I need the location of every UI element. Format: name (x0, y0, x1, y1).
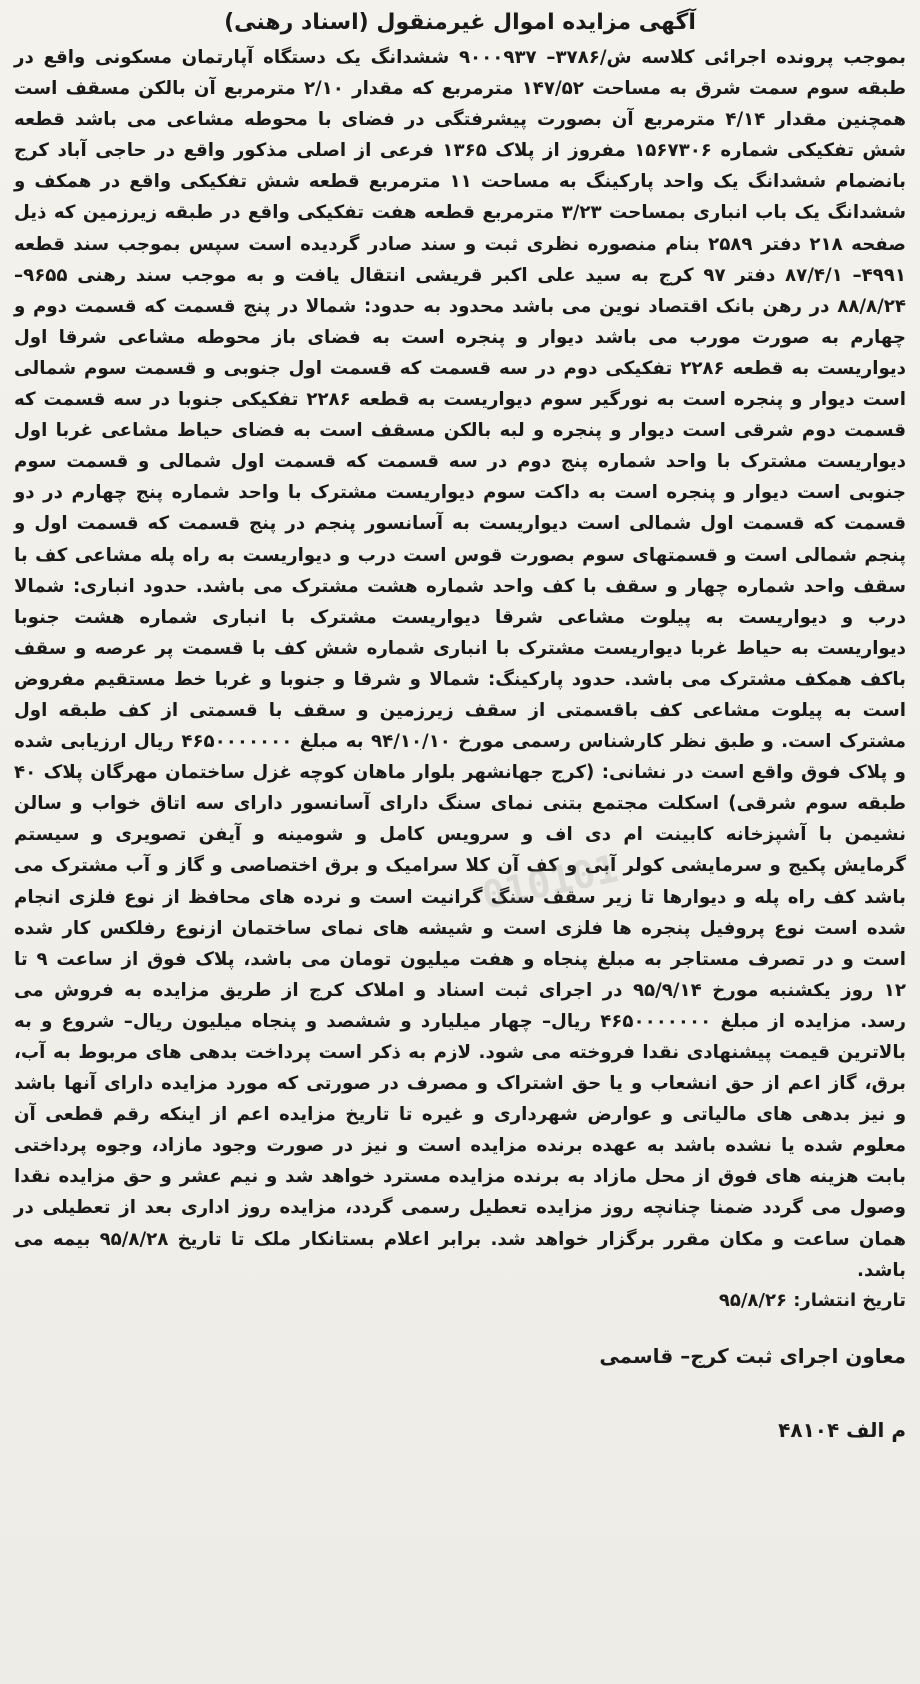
reference-code: م الف ۴۸۱۰۴ (778, 1417, 906, 1442)
notice-title: آگهی مزایده اموال غیرمنقول (اسناد رهنی) (224, 10, 696, 35)
publication-date: تاریخ انتشار: ۹۵/۸/۲۶ (718, 1289, 906, 1311)
signature: معاون اجرای ثبت کرج– قاسمی (599, 1343, 906, 1368)
notice-body: بموجب پرونده اجرائی کلاسه ش/۳۷۸۶– ۹۰۰۰۹۳۷ ششدانگ یک دستگاه آپارتمان مسکونی واقع در طبقه سوم سمت شرق به مساحت ۱۴۷/۵۲ مترمربع که مقدار ۲/۱۰ مترمربع آن بالکن مسقف است همچنین مقدار ۴/۱۴ مترمربع آن بصورت پیشرفتگی در فضای با محوطه مشاعی می باشد قطعه شش تفکیکی شماره ۱۵۶۷۳۰۶ مفروز از پلاک ۱۳۶۵ فرعی از اصلی مذکور واقع در حاجی آباد کرج بانضمام ششدانگ یک واحد پارکینگ به مساحت ۱۱ مترمربع قطعه شش تفکیکی واقع در همکف و ششدانگ یک باب انباری بمساحت ۳/۲۳ مترمربع قطعه هفت تفکیکی واقع در طبقه زیرزمین که ذیل صفحه ۲۱۸ دفتر ۲۵۸۹ بنام منصوره نظری ثبت و سند صادر گردیده است سپس بموجب سند قطعه ۴۹۹۱– ۸۷/۴/۱ دفتر ۹۷ کرج به سید علی اکبر قریشی انتقال یافت و به موجب سند رهنی ۹۶۵۵– ۸۸/۸/۲۴ در رهن بانک اقتصاد نوین می باشد محدود به حدود: شمالا در پنج قسمت که قسمت دوم و چهارم به صورت مورب می باشد دیوار و پنجره است به فضای باز محوطه مشاعی شرقا اول دیواریست به قطعه ۲۲۸۶ تفکیکی دوم در سه قسمت که قسمت اول جنوبی و قسمت سوم شمالی است دیوار و پنجره است به نورگیر سوم دیواریست به قطعه ۲۲۸۶ تفکیکی جنوبا در سه قسمت که قسمت دوم شرقی است دیوار و پنجره و لبه بالکن مسقف است به فضای حیاط مشاعی غربا اول دیواریست مشترک با واحد شماره پنج دوم در سه قسمت که قسمت اول شمالی و قسمت سوم جنوبی است دیوار و پنجره است به داکت سوم دیواریست مشترک با واحد شماره پنج چهارم در دو قسمت که قسمت اول شمالی است دیواریست به آسانسور پنجم در پنج قسمت که قسمت اول و پنجم شمالی است و قسمتهای سوم بصورت قوس است درب و دیواریست به راه پله مشاعی کف با سقف واحد شماره چهار و سقف با کف واحد شماره هشت مشترک می باشد. حدود انباری: شمالا درب و دیواریست به پیلوت مشاعی شرقا دیواریست مشترک با انباری شماره هشت جنوبا دیواریست به حیاط غربا دیواریست مشترک با انباری شماره شش کف با قسمت پر عرصه و سقف باکف همکف مشترک می باشد. حدود پارکینگ: شمالا و شرقا و جنوبا و غربا خط مستقیم مفروض است به پیلوت مشاعی کف باقسمتی از سقف زیرزمین و سقف با قسمتی از کف طبقه اول مشترک است. و طبق نظر کارشناس رسمی مورخ ۹۴/۱۰/۱۰ به مبلغ ۴۶۵۰۰۰۰۰۰۰ ریال ارزیابی شده و پلاک فوق واقع است در نشانی: (کرج جهانشهر بلوار ماهان کوچه غزل ساختمان مهرگان پلاک ۴۰ طبقه سوم شرقی) اسکلت مجتمع بتنی نمای سنگ دارای آسانسور دارای سه اتاق خواب و سالن نشیمن با آشپزخانه کابینت ام دی اف و سرویس کامل و شومینه و آیفن تصویری و سیستم گرمایش پکیج و سرمایشی کولر آبی و کف آن کلا سرامیک و برق اختصاصی و گاز و آب مشترک می باشد کف راه پله و دیوارها تا زیر سقف سنگ گرانیت است و نرده های محافظ از نوع فلزی انجام شده است نوع پروفیل پنجره ها فلزی است و شیشه های نمای ساختمان ازنوع رفلکس کار شده است و در تصرف مستاجر به مبلغ پنجاه و هفت میلیون تومان می باشد، پلاک فوق از ساعت ۹ تا ۱۲ روز یکشنبه مورخ ۹۵/۹/۱۴ در اجرای ثبت اسناد و املاک کرج از طریق مزایده به فروش می رسد. مزایده از مبلغ ۴۶۵۰۰۰۰۰۰۰ ریال– چهار میلیارد و ششصد و پنجاه میلیون ریال– شروع و به بالاترین قیمت پیشنهادی نقدا فروخته می شود. لازم به ذکر است پرداخت بدهی های مربوط به آب، برق، گاز اعم از حق انشعاب و یا حق اشتراک و مصرف در صورتی که مورد مزایده دارای آنها باشد و نیز بدهی های مالیاتی و عوارض شهرداری و غیره تا تاریخ مزایده اعم از اینکه رقم قطعی آن معلوم شده یا نشده باشد به عهده برنده مزایده است و نیز در صورت وجود مازاد، وجوه پرداختی بابت هزینه های فوق از محل مازاد به برنده مزایده مسترد خواهد شد و نیم عشر و حق مزایده نقدا وصول می گردد ضمنا چنانچه روز مزایده تعطیل رسمی گردد، مزایده روز اداری بعد از تعطیلی در همان ساعت و مکان مقرر برگزار خواهد شد. برابر اعلام بستانکار ملک تا تاریخ ۹۵/۸/۲۸ بیمه می باشد. (14, 47, 907, 1281)
watermark: 010101 (478, 846, 622, 918)
